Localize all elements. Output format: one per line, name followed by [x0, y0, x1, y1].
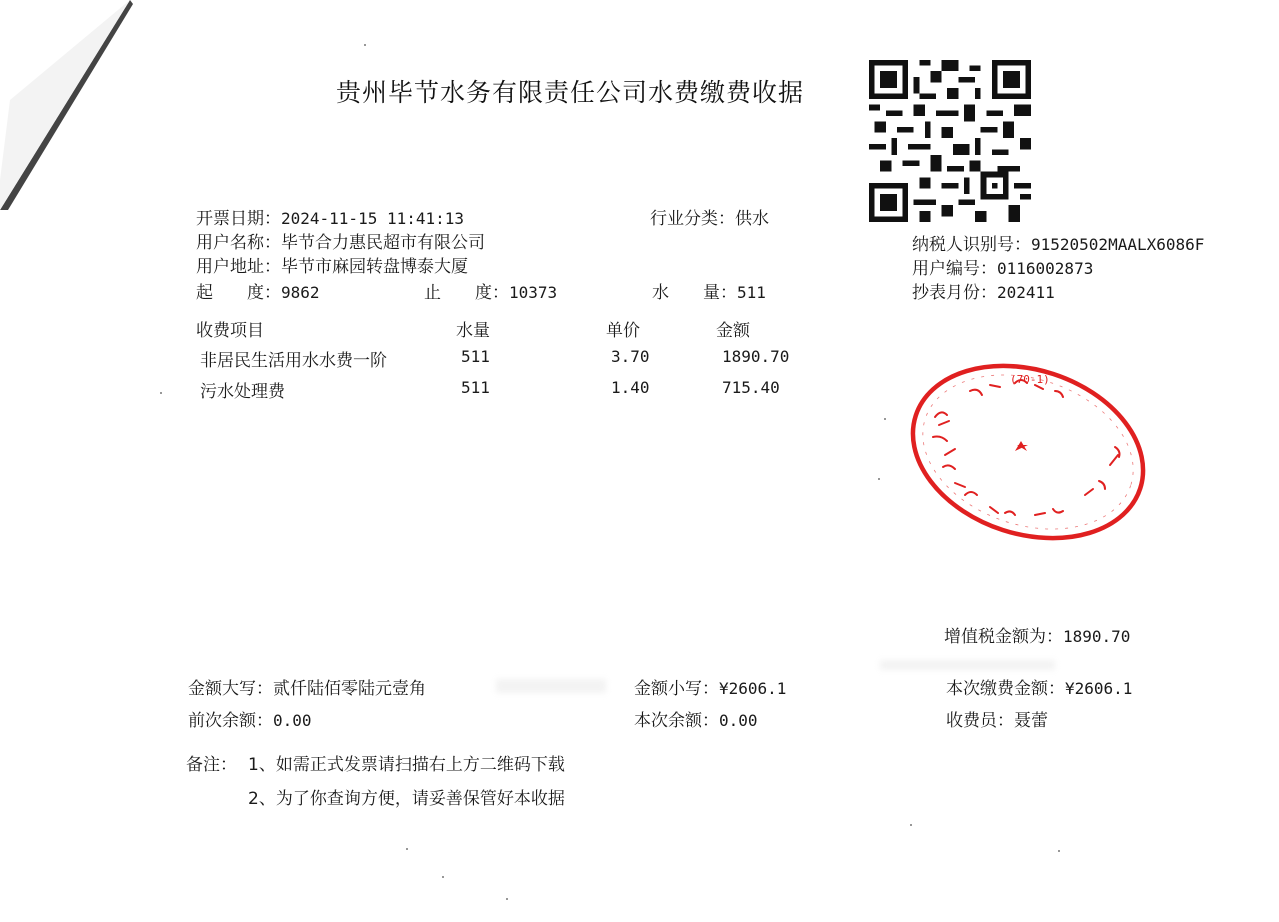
taxpayer-id-label: 纳税人识别号： [912, 235, 1031, 255]
table-header-amount: 金额 [716, 321, 750, 341]
industry [650, 204, 769, 229]
scan-speck [364, 44, 366, 46]
faded-print-smudge [496, 679, 606, 693]
issue-date-value: 2024-11-15 11:41:13 [281, 209, 465, 228]
cashier-label: 收费员： [946, 711, 1014, 731]
scan-speck [506, 898, 508, 900]
table-row-2-volume: 511 [461, 378, 490, 397]
vat-amount-label: 增值税金额为： [944, 627, 1063, 647]
water-volume-value: 511 [737, 283, 766, 302]
current-balance [634, 706, 758, 731]
scan-speck [1058, 850, 1060, 852]
amount-in-figures [634, 674, 786, 699]
notes-line-2: 2、为了你查询方便，请妥善保管好本收据 [248, 789, 565, 809]
scan-speck [406, 848, 408, 850]
industry-label: 行业分类： [650, 209, 735, 229]
table-row-1-unit-price: 3.70 [611, 347, 650, 366]
paid-amount [946, 674, 1132, 699]
meter-month-label: 抄表月份： [912, 283, 997, 303]
table-header-volume: 水量 [456, 321, 490, 341]
faded-print-smudge-2 [880, 660, 1055, 670]
paid-amount-label: 本次缴费金额： [946, 679, 1065, 699]
taxpayer-id-value: 91520502MAALX6086F [1031, 235, 1205, 254]
red-seal-icon [895, 355, 1155, 545]
customer-no-value: 0116002873 [997, 259, 1094, 278]
scan-speck [442, 876, 444, 878]
customer-name-label: 用户名称： [196, 233, 281, 253]
customer-no-label: 用户编号： [912, 259, 997, 279]
customer-name-value: 毕节合力惠民超市有限公司 [281, 233, 485, 253]
previous-balance-label: 前次余额： [188, 711, 273, 731]
customer-address [196, 252, 468, 277]
paper-fold-shadow [0, 0, 150, 210]
receipt-title: 贵州毕节水务有限责任公司水费缴费收据 [336, 78, 805, 107]
notes-line-1: 1、如需正式发票请扫描右上方二维码下载 [248, 755, 565, 775]
table-row-2-amount: 715.40 [722, 378, 780, 397]
vat-amount-value: 1890.70 [1063, 627, 1131, 646]
cashier [946, 706, 1048, 731]
issue-date-label: 开票日期： [196, 209, 281, 229]
qr-code-icon [864, 60, 1036, 222]
taxpayer-id [912, 230, 1204, 255]
scan-speck [878, 478, 880, 480]
amount-in-words [188, 674, 426, 699]
customer-no [912, 254, 1093, 279]
customer-name [196, 228, 485, 253]
amount-in-figures-label: 金额小写： [634, 679, 719, 699]
table-header-item: 收费项目 [196, 321, 264, 341]
vat-amount [944, 622, 1130, 647]
previous-balance [188, 706, 312, 731]
issue-date [196, 204, 464, 229]
table-row-1-volume: 511 [461, 347, 490, 366]
end-reading [424, 278, 557, 303]
customer-address-label: 用户地址： [196, 257, 281, 277]
scan-speck [910, 824, 912, 826]
table-row-2-item: 污水处理费 [200, 382, 285, 402]
table-row-1-amount: 1890.70 [722, 347, 790, 366]
cashier-value: 聂蕾 [1014, 711, 1048, 731]
current-balance-label: 本次余额： [634, 711, 719, 731]
start-reading-label: 起 度： [196, 283, 281, 303]
scan-speck [884, 418, 886, 420]
industry-value: 供水 [735, 209, 769, 229]
water-volume-label: 水 量： [652, 283, 737, 303]
paid-amount-value: ¥2606.1 [1065, 679, 1133, 698]
amount-in-words-label: 金额大写： [188, 679, 273, 699]
svg-text:(70-1): (70-1) [1010, 373, 1050, 386]
water-volume [652, 278, 766, 303]
previous-balance-value: 0.00 [273, 711, 312, 730]
notes-label: 备注： [186, 755, 237, 775]
table-row-2-unit-price: 1.40 [611, 378, 650, 397]
amount-in-words-value: 贰仟陆佰零陆元壹角 [273, 679, 426, 699]
current-balance-value: 0.00 [719, 711, 758, 730]
scan-speck [160, 392, 162, 394]
table-row-1-item: 非居民生活用水水费一阶 [200, 351, 387, 371]
start-reading-value: 9862 [281, 283, 320, 302]
meter-month-value: 202411 [997, 283, 1055, 302]
amount-in-figures-value: ¥2606.1 [719, 679, 787, 698]
table-header-unit-price: 单价 [606, 321, 640, 341]
start-reading [196, 278, 320, 303]
meter-month [912, 278, 1055, 303]
customer-address-value: 毕节市麻园转盘博泰大厦 [281, 257, 468, 277]
end-reading-label: 止 度： [424, 283, 509, 303]
end-reading-value: 10373 [509, 283, 558, 302]
